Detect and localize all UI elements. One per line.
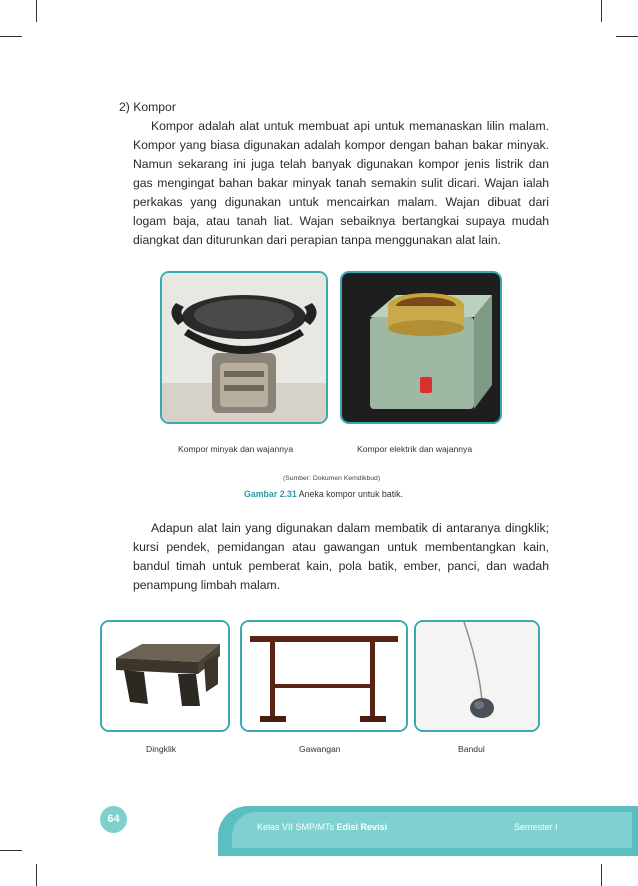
figure2-caption-2: Gawangan <box>299 744 341 754</box>
crop-mark <box>36 0 37 22</box>
crop-mark <box>601 864 602 886</box>
footer-semester: Semester I <box>514 822 558 832</box>
crop-mark <box>0 850 22 851</box>
page-number: 64 <box>100 806 127 833</box>
tools-paragraph: Adapun alat lain yang digunakan dalam membatik di antaranya dingklik; kursi pendek, pemidangan atau gawangan untuk membentangkan kain, bandul timah untuk pemberat kain, pola batik, ember, panci, dan wadah penampung limbah malam. <box>133 521 549 592</box>
electric-stove-illustration <box>342 273 500 422</box>
crop-mark <box>616 36 638 37</box>
section-heading: 2) Kompor <box>119 100 176 114</box>
photo-dingklik <box>100 620 230 732</box>
figure1-caption-1: Kompor minyak dan wajannya <box>178 444 294 454</box>
figure1-caption-2: Kompor elektrik dan wajannya <box>357 444 473 454</box>
oil-stove-illustration <box>162 273 326 422</box>
section-paragraph: Kompor adalah alat untuk membuat api untuk memanaskan lilin malam. Kompor yang biasa digunakan adalah kompor dengan bahan bakar minyak. Namun sekarang ini juga telah banyak digunakan kompor jenis listrik dan gas mengingat bahan bakar minyak tanah semakin sulit dicari. Wajan ialah perkakas yang digunakan untuk mencairkan malam. Wajan dibuat dari logam baja, atau tanah liat. Wajan sebaiknya bertangkai supaya mudah diangkat dan diturunkan dari perapian tanpa menggunakan alat lain. <box>133 119 549 247</box>
footer-book-title <box>257 822 387 832</box>
stool-illustration <box>102 622 228 730</box>
photo-kompor-elektrik <box>340 271 502 424</box>
figure2-caption-1: Dingklik <box>146 744 177 754</box>
footer-book-edition: Edisi Revisi <box>336 822 388 832</box>
photo-bandul <box>414 620 540 732</box>
pendulum-weight-illustration <box>416 622 538 730</box>
crop-mark <box>0 36 22 37</box>
figure1-label: Gambar 2.31 <box>244 489 297 499</box>
figure2-caption-3: Bandul <box>458 744 485 754</box>
photo-gawangan <box>240 620 408 732</box>
frame-illustration <box>242 622 406 730</box>
figure1-title-text: Aneka kompor untuk batik. <box>298 489 403 499</box>
figure1-source: (Sumber: Dokumen Kemdikbud) <box>283 475 381 482</box>
photo-kompor-minyak <box>160 271 328 424</box>
footer-book-prefix: Kelas VII SMP/MTs <box>257 822 335 832</box>
crop-mark <box>601 0 602 22</box>
kompor-section <box>119 98 549 250</box>
figure1-title <box>244 489 403 499</box>
crop-mark <box>36 864 37 886</box>
